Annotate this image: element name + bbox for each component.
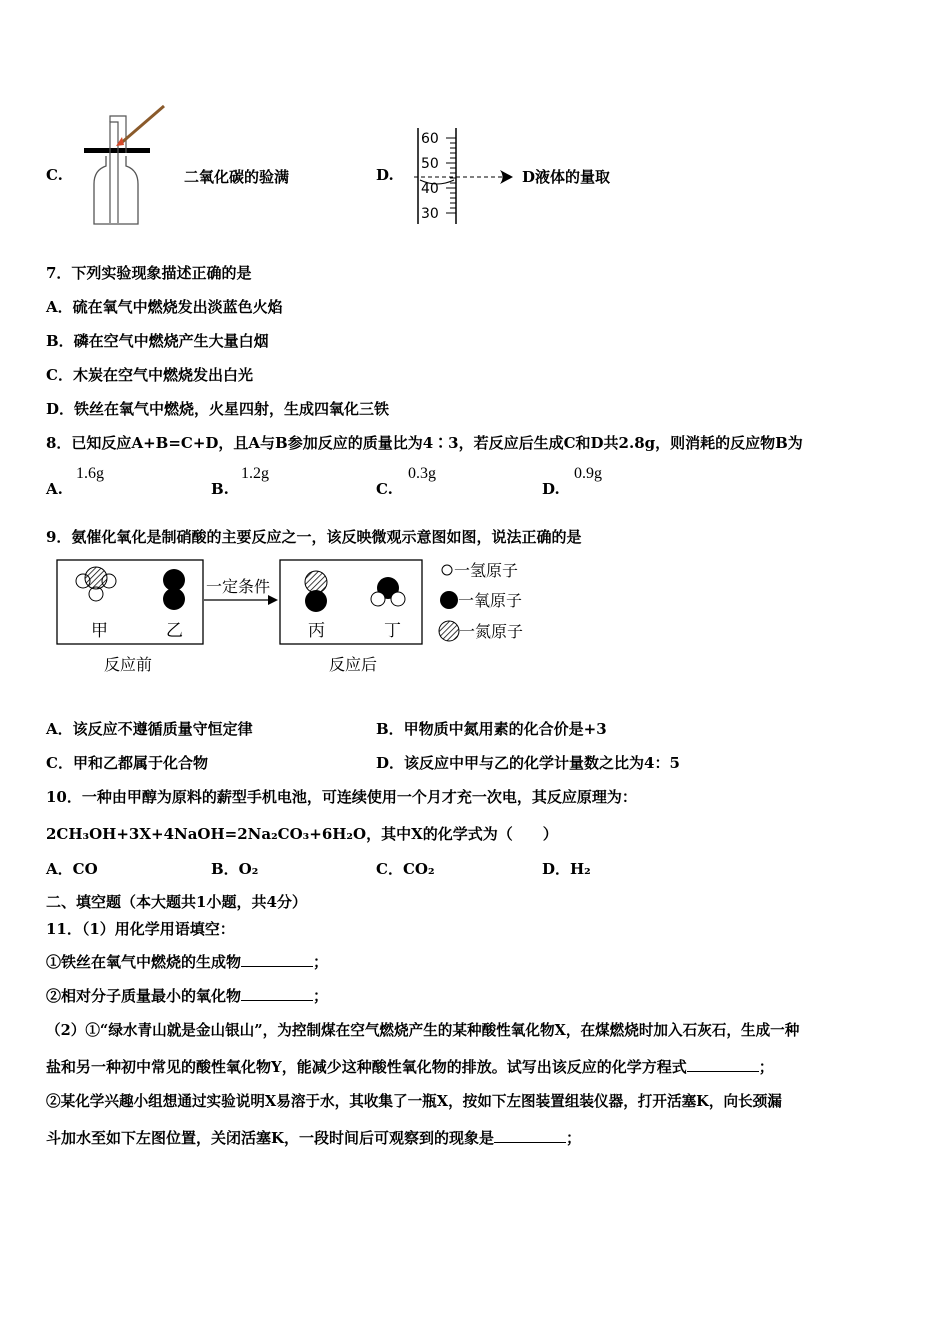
q11-part2-line2 xyxy=(46,1056,774,1077)
q8-option-c-label: C. xyxy=(376,480,393,498)
q11-part3-line1: ②某化学兴趣小组想通过实验说明X易溶于水，其收集了一瓶X，按如下左图装置组装仪器，打开活塞K，向长颈漏 xyxy=(46,1093,782,1110)
q7-stem: 7．下列实验现象描述正确的是 xyxy=(46,264,252,282)
after-caption: 反应后 xyxy=(329,655,378,674)
semicolon-1: ； xyxy=(313,953,329,971)
oxygen-legend-icon xyxy=(440,591,458,609)
before-caption: 反应前 xyxy=(104,655,153,674)
cylinder-tick-40: 40 xyxy=(421,181,439,197)
q8-option-c-value: 0.3g xyxy=(408,465,436,482)
answer-blank-3[interactable] xyxy=(687,1057,759,1072)
semicolon-4: ； xyxy=(566,1129,582,1147)
q11-part2-line2-text: 盐和另一种初中常见的酸性氧化物Y，能减少这种酸性氧化物的排放。试写出该反应的化学方程式 xyxy=(46,1058,687,1076)
q6-option-c-text: 二氧化碳的验满 xyxy=(184,168,290,186)
q8-option-a-label: A. xyxy=(46,480,63,498)
q9-stem: 9．氨催化氧化是制硝酸的主要反应之一，该反映微观示意图如图，说法正确的是 xyxy=(46,528,582,546)
q6-option-c-label: C. xyxy=(46,166,63,184)
q8-option-a-value: 1.6g xyxy=(76,465,104,482)
graduated-cylinder-figure xyxy=(410,124,520,228)
q11-item1-text: ①铁丝在氧气中燃烧的生成物 xyxy=(46,953,242,971)
q10-stem: 10．一种由甲醇为原料的薪型手机电池，可连续使用一个月才充一次电，其反应原理为： xyxy=(46,788,637,806)
q8-option-d-value: 0.9g xyxy=(574,465,602,482)
legend-oxygen: 一氧原子 xyxy=(458,591,523,610)
nitric-oxide-molecule-icon xyxy=(305,571,327,612)
nitrogen-legend-icon xyxy=(439,621,459,641)
legend-hydrogen: 一氢原子 xyxy=(454,561,519,580)
q11-item1-line xyxy=(46,951,328,972)
water-molecule-icon xyxy=(371,577,405,606)
ammonia-molecule-icon xyxy=(76,567,116,601)
oxygen-molecule-icon xyxy=(163,569,185,610)
q11-stem: 11．（1）用化学用语填空： xyxy=(46,920,235,938)
q8-stem: 8．已知反应A+B=C+D，且A与B参加反应的质量比为4∶3，若反应后生成C和D共2.8g，则消耗的反应物B为 xyxy=(46,434,803,452)
legend-nitrogen: 一氮原子 xyxy=(459,622,524,641)
q6-option-d-text: D液体的量取 xyxy=(522,168,611,186)
q11-part2-line1: （2）①“绿水青山就是金山银山”，为控制煤在空气燃烧产生的某种酸性氧化物X，在煤燃烧时加入石灰石，生成一种 xyxy=(46,1022,800,1039)
q10-option-c: C．CO₂ xyxy=(376,860,435,878)
q7-option-a: A．硫在氧气中燃烧发出淡蓝色火焰 xyxy=(46,298,283,316)
q10-option-a: A．CO xyxy=(46,860,98,878)
cylinder-tick-50: 50 xyxy=(421,156,439,172)
q10-option-d: D．H₂ xyxy=(542,860,591,878)
section2-heading: 二、填空题（本大题共1小题，共4分） xyxy=(46,893,307,911)
q11-part3-line2 xyxy=(46,1127,581,1148)
q11-part3-line2-text: 斗加水至如下左图位置，关闭活塞K，一段时间后可观察到的现象是 xyxy=(46,1129,495,1147)
q10-option-b: B．O₂ xyxy=(211,860,259,878)
label-ding: 丁 xyxy=(384,621,401,641)
q9-option-c: C．甲和乙都属于化合物 xyxy=(46,754,208,772)
q11-item2-line xyxy=(46,985,328,1006)
cylinder-tick-60: 60 xyxy=(421,131,439,147)
answer-blank-2[interactable] xyxy=(241,986,313,1001)
cylinder-tick-30: 30 xyxy=(421,206,439,222)
answer-blank-4[interactable] xyxy=(494,1128,566,1143)
semicolon-2: ； xyxy=(313,987,329,1005)
q8-option-d-label: D. xyxy=(542,480,560,498)
hydrogen-legend-icon xyxy=(442,565,452,575)
q9-option-a: A．该反应不遵循质量守恒定律 xyxy=(46,720,253,738)
q6-option-d-label: D. xyxy=(376,166,394,184)
label-yi: 乙 xyxy=(166,621,183,641)
q8-option-b-value: 1.2g xyxy=(241,465,269,482)
label-jia: 甲 xyxy=(91,621,108,641)
q7-option-b: B．磷在空气中燃烧产生大量白烟 xyxy=(46,332,269,350)
semicolon-3: ； xyxy=(758,1058,774,1076)
q9-option-d: D．该反应中甲与乙的化学计量数之比为4：5 xyxy=(376,754,680,772)
answer-blank-1[interactable] xyxy=(241,952,313,967)
q7-option-d: D．铁丝在氧气中燃烧，火星四射，生成四氧化三铁 xyxy=(46,400,390,418)
label-bing: 丙 xyxy=(308,621,325,641)
q10-equation: 2CH₃OH+3X+4NaOH=2Na₂CO₃+6H₂O，其中X的化学式为（ ） xyxy=(46,825,558,843)
q8-option-b-label: B. xyxy=(211,480,229,498)
gas-bottle-figure xyxy=(80,104,170,228)
arrow-condition-label: 一定条件 xyxy=(206,577,271,596)
q9-option-b: B．甲物质中氮用素的化合价是+3 xyxy=(376,720,607,738)
q7-option-c: C．木炭在空气中燃烧发出白光 xyxy=(46,366,253,384)
reaction-diagram xyxy=(56,556,546,680)
q11-item2-text: ②相对分子质量最小的氧化物 xyxy=(46,987,242,1005)
